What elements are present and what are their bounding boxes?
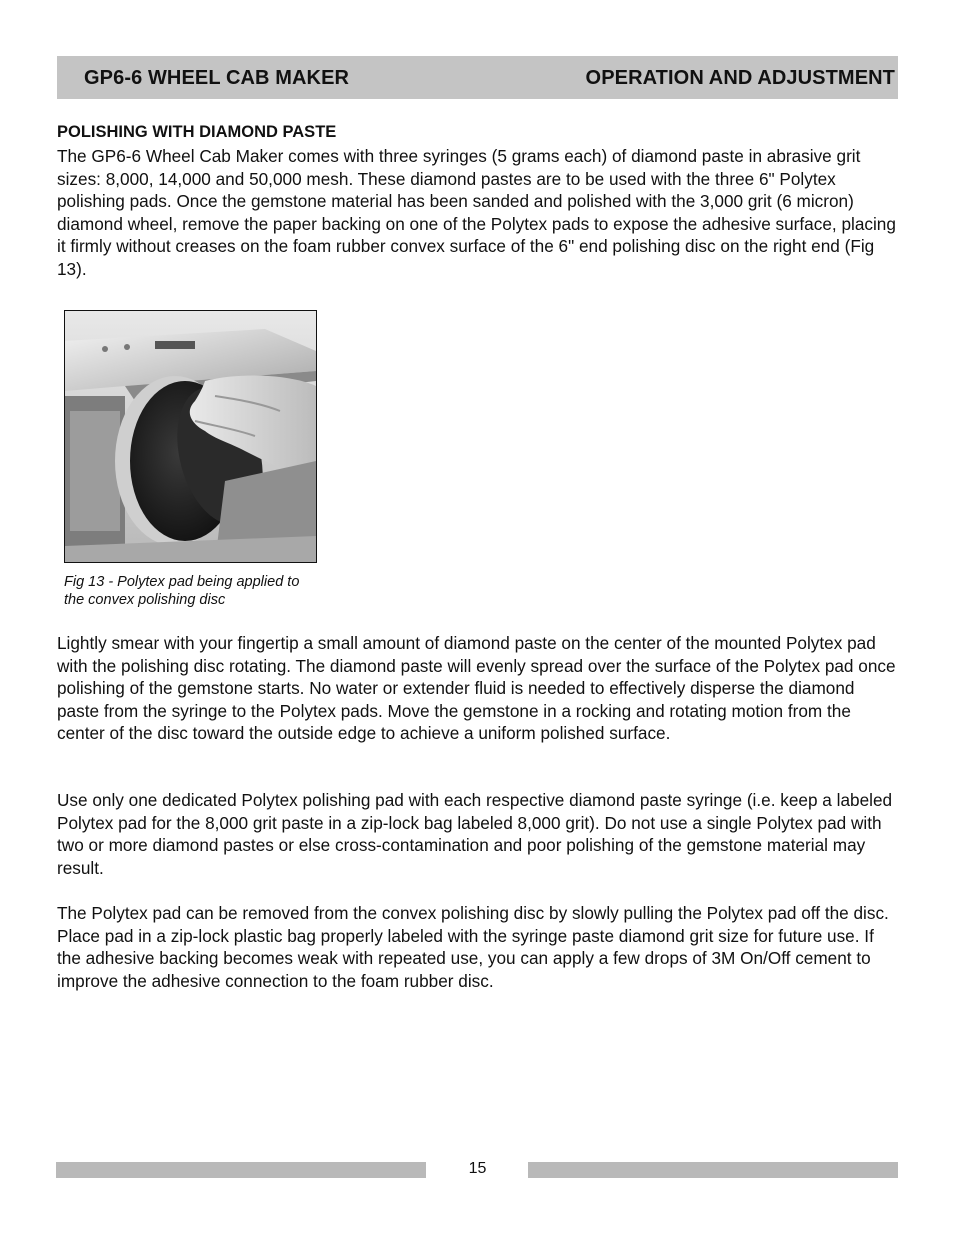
paragraph-dedicated-pad: Use only one dedicated Polytex polishing pad with each respective diamond paste syringe (i.e. keep a labeled Polytex pad for the 8,000 grit paste in a zip-lock bag labeled 8,000 grit). Do not use a single Polytex pad with two or more diamond pastes or else cross-contamination and poor polishing of the gemstone material may result. [57,790,893,878]
paragraph-intro: The GP6-6 Wheel Cab Maker comes with three syringes (5 grams each) of diamond paste in abrasive grit sizes: 8,000, 14,000 and 50,000 mesh. These diamond pastes are to be used with the three 6" Polytex polishing pads. Once the gemstone material has been sanded and polished with the 3,000 grit (6 micron) diamond wheel, remove the paper backing on one of the Polytex pads to expose the adhesive surface, placing it firmly without creases on the foam rubber convex surface of the 6" end polishing disc on the right end (Fig 13). [57,146,896,279]
footer-bar-right [528,1162,898,1178]
section-heading: POLISHING WITH DIAMOND PASTE [57,123,337,141]
paragraph-remove-pad: The Polytex pad can be removed from the convex polishing disc by slowly pulling the Polytex pad off the disc. Place pad in a zip-lock plastic bag properly labeled with the syringe paste diamond grit size for future use. If the adhesive backing becomes weak with repeated use, you can apply a few drops of 3M On/Off cement to improve the adhesive connection to the foam rubber disc. [57,903,889,991]
caption-line-1: Fig 13 - Polytex pad being applied to [64,574,300,590]
figure-13-photo [64,310,317,563]
header-product-title: GP6-6 WHEEL CAB MAKER [84,67,350,89]
paragraph-apply-paste: Lightly smear with your fingertip a small amount of diamond paste on the center of the mounted Polytex pad with the polishing disc rotating. The diamond paste will evenly spread over the surface of the Polytex pad once polishing of the gemstone starts. No water or extender fluid is needed to effectively disperse the diamond paste from the syringe to the Polytex pads. Move the gemstone in a rocking and rotating motion from the center of the disc toward the outside edge to achieve a uniform polished surface. [57,633,896,743]
figure-caption [64,573,334,609]
footer-bar-left [56,1162,426,1178]
caption-line-2: the convex polishing disc [64,592,226,608]
header-section-title: OPERATION AND ADJUSTMENT [585,67,895,89]
header-bar [57,56,898,99]
polishing-disc-photo [65,311,316,562]
page-number: 15 [468,1160,487,1177]
